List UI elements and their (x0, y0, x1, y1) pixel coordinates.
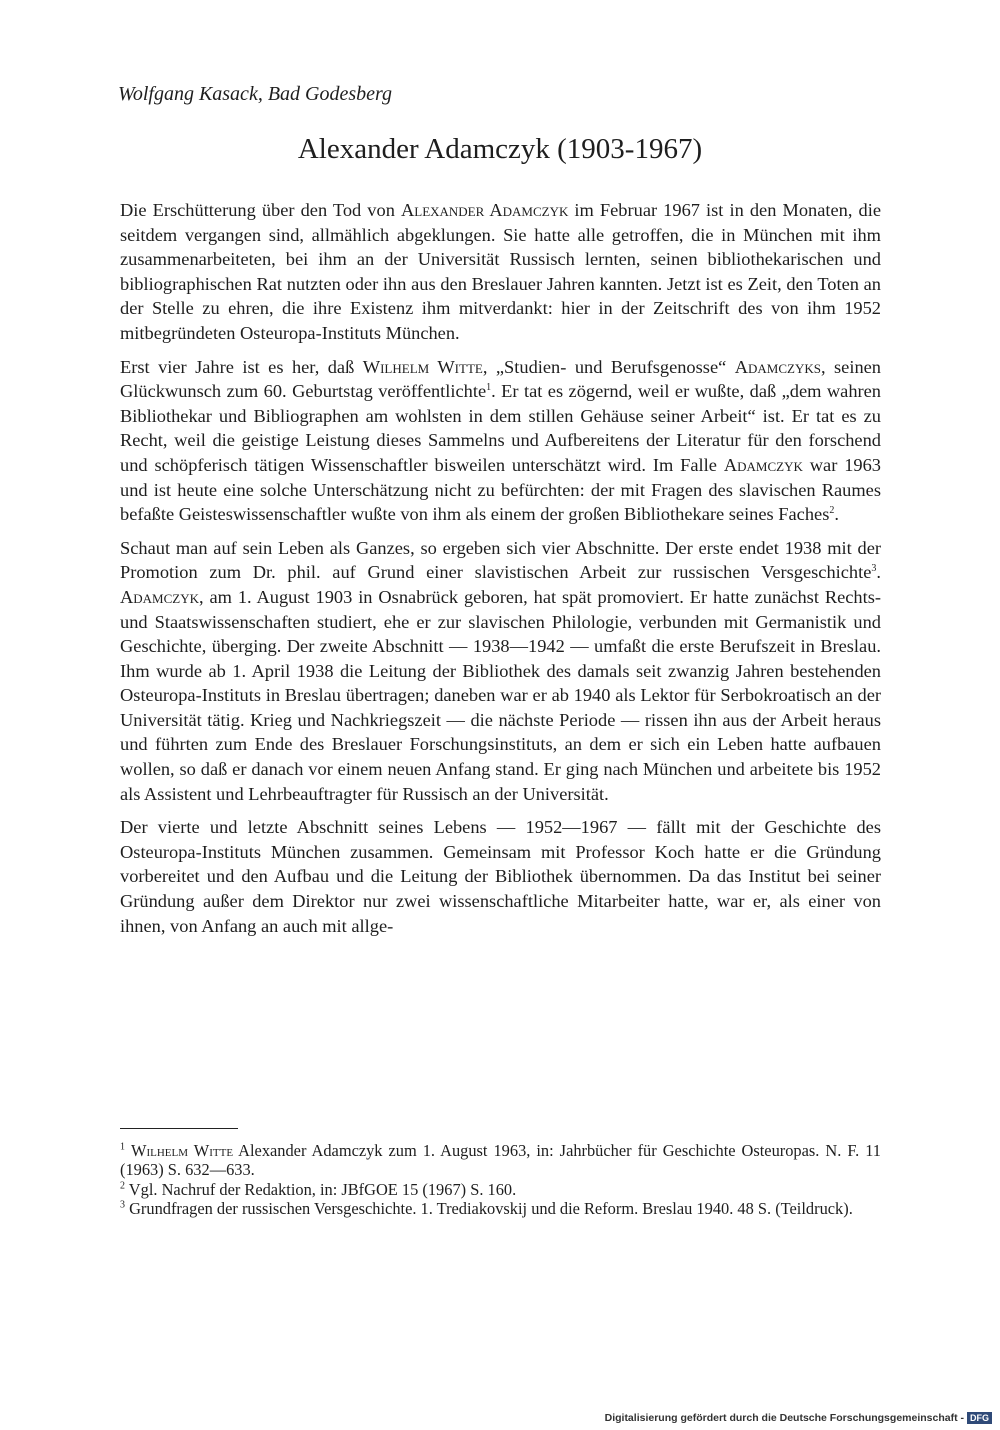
footnotes (120, 1141, 881, 1219)
footnote-mark: 1 (120, 1141, 125, 1153)
text-run: war 1963 und ist heute eine solche Unterschätzung nicht zu befürchten: der mit Fragen des slavischen Raumes befaßte Geisteswissenschaftler wußte von ihm als einem der großen Bibliothekare seines Faches (120, 454, 881, 525)
person-name: Adamczyk (120, 586, 200, 607)
text-run: Die Erschütterung über den Tod von (120, 200, 401, 220)
text-run: , „Studien- und Berufsgenosse“ (482, 356, 735, 377)
author-line: Wolfgang Kasack, Bad Godesberg (118, 83, 393, 105)
text-run: . (876, 562, 881, 583)
footnote-2 (120, 1180, 881, 1199)
digitization-credit (605, 1412, 992, 1424)
footnote-divider (120, 1128, 238, 1129)
person-name: Wilhelm Witte (362, 356, 483, 377)
footnote-3 (120, 1199, 881, 1218)
paragraph-3 (120, 536, 881, 807)
text-run: Schaut man auf sein Leben als Ganzes, so ergeben sich vier Abschnitte. Der erste endet 1938 mit der Promotion zum Dr. phil. auf Grund einer slavistischen Arbeit zur russischen Versgeschichte (120, 537, 881, 583)
person-name: Wilhelm Witte (131, 1141, 234, 1160)
text-run: Erst vier Jahre ist es her, daß (120, 356, 363, 377)
footnote-ref-1: 1 (486, 382, 492, 394)
article-title: Alexander Adamczyk (1903-1967) (297, 133, 703, 165)
paragraph-4: Der vierte und letzte Abschnitt seines Lebens — 1952—1967 — fällt mit der Geschichte des Osteuropa-Instituts München zusammen. Gemeinsam mit Professor Koch hatte er die Gründung vorbereitet und den Aufbau und die Leitung der Bibliothek übernommen. Da das Institut bei seiner Gründung außer dem Direktor nur zwei wissenschaftliche Mitarbeiter hatte, war er, als einer von ihnen, von Anfang an auch mit allge- (120, 817, 881, 936)
footnote-1 (120, 1141, 881, 1180)
footnote-mark: 2 (120, 1180, 125, 1192)
dfg-logo: DFG (967, 1412, 992, 1424)
text-run: , am 1. August 1903 in Osnabrück geboren, hat spät promoviert. Er hatte zunächst Rechts- und Staatswissenschaften studiert, ehe er zur slavischen Philologie, verbunden mit Germanistik und Geschichte, überging. Der zweite Abschnitt — 1938—1942 — umfaßt die erste Berufszeit in Breslau. Ihm wurde ab 1. April 1938 die Leitung der Bibliothek des damals seit zwanzig Jahren bestehenden Osteuropa-Instituts in Breslau übertragen; daneben war er ab 1940 als Lektor für Serbokroatisch an der Universität tätig. Krieg und Nachkriegszeit — die nächste Periode — rissen ihn aus der Arbeit heraus und führten zum Ende des Breslauer Forschungsinstituts, an dem er sich ein Leben hatte aufbauen wollen, so daß er danach vor einem neuen Anfang stand. Er ging nach München und arbeitete bis 1952 als Assistent und Lehrbeauftragter für Russisch an der Universität. (120, 586, 881, 804)
footnote-ref-2: 2 (829, 505, 835, 516)
person-name: Adamczyk (723, 454, 803, 475)
text-run: im Februar 1967 ist in den Monaten, die seitdem vergangen sind, allmählich abgeklungen. Sie hatte alle getroffen, die in München mit ihm zusammenarbeiteten, bei ihm an der Universität Russisch lernten, seinen bibliothekarischen und bibliographischen Rat nutzten oder ihn aus den Breslauer Jahren kannten. Jetzt ist es Zeit, den Toten an der Stelle zu ehren, die ihre Existenz ihm mitverdankt: hier in der Zeitschrift des von ihm 1952 mitbegründeten Osteuropa-Instituts München. (120, 200, 881, 343)
text-run: , seinen Glückwunsch zum 60. Geburtstag veröffentlichte (120, 356, 881, 402)
person-name: Adamczyks (734, 356, 821, 377)
credit-text: Digitalisierung gefördert durch die Deutsche Forschungsgemeinschaft - (604, 1412, 964, 1424)
footnote-ref-3: 3 (871, 563, 877, 575)
article-body (120, 198, 881, 947)
footnote-text: Grundfragen der russischen Versgeschichte. 1. Trediakovskij und die Reform. Breslau 1940. 48 S. (Teildruck). (125, 1199, 853, 1219)
text-run: . (834, 504, 839, 525)
paragraph-1 (120, 198, 881, 346)
footnote-text: Vgl. Nachruf der Redaktion, in: JBfGOE 15 (1967) S. 160. (125, 1179, 517, 1199)
person-name: Alexander Adamczyk (400, 200, 569, 220)
paragraph-2 (120, 355, 881, 527)
footnote-mark: 3 (120, 1199, 125, 1211)
footnote-text: Alexander Adamczyk zum 1. August 1963, in: Jahrbücher für Geschichte Osteuropas. N. F. 11 (1963) S. 632—633. (120, 1141, 882, 1180)
text-run: . Er tat es zögernd, weil er wußte, daß „dem wahren Bibliothekar und Bibliographen am wohlsten in dem stillen Gehäuse seiner Arbeit“ ist. Er tat es zu Recht, weil die geistige Leistung dieses Sammelns und Aufbereitens der Literatur für den forschend und schöpferisch tätigen Wissenschaftler bisweilen unterschätzt wird. Im Falle (120, 381, 881, 475)
